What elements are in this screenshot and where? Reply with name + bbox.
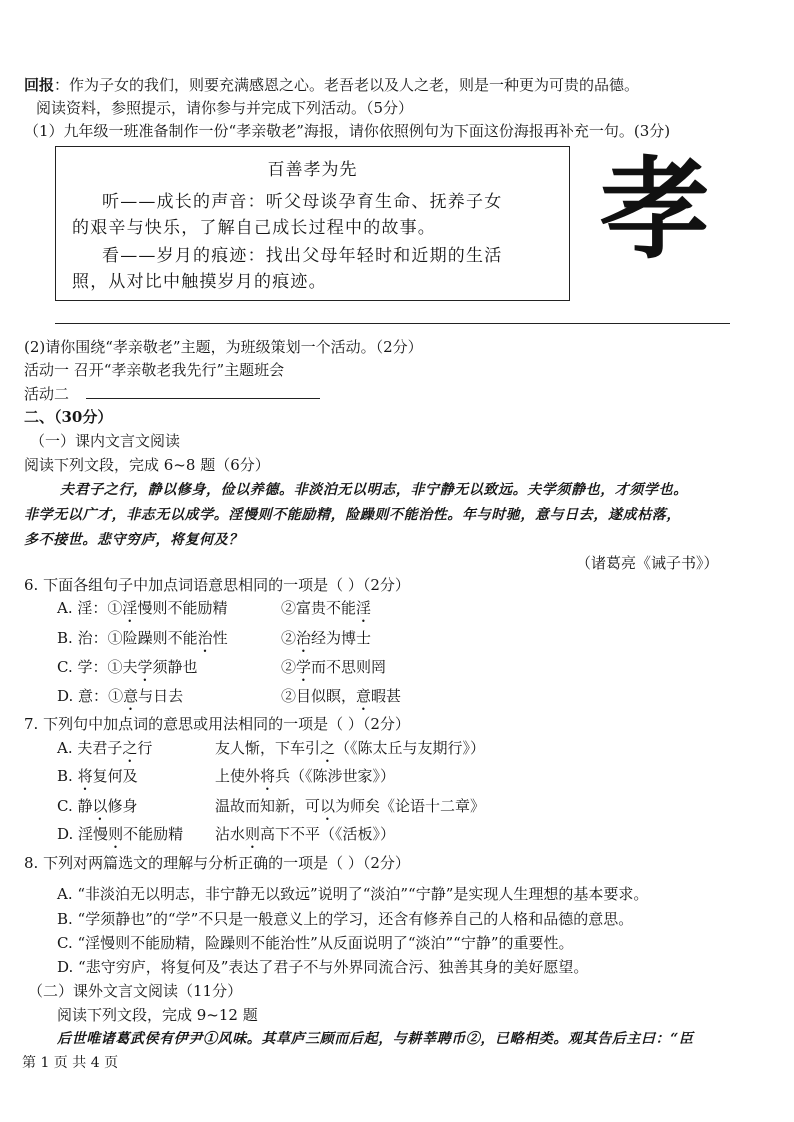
option-text bbox=[215, 823, 395, 852]
option-text: 则 bbox=[108, 825, 124, 843]
option-text: ②富贵不能 bbox=[281, 599, 357, 617]
poster-big-character: 孝 bbox=[600, 146, 710, 274]
activity-1: 活动一 召开“孝亲敬老我先行”主题班会 bbox=[24, 361, 285, 379]
option-text: 慢则不能励精 bbox=[137, 599, 228, 617]
page-footer: 第 1 页 共 4 页 bbox=[22, 1055, 119, 1071]
option-text bbox=[281, 656, 386, 685]
intro-line-1 bbox=[24, 74, 639, 95]
option-text: 夫君子 bbox=[77, 739, 123, 757]
option-text: 以 bbox=[320, 797, 336, 815]
poster-line: 的艰辛与快乐，了解自己成长过程中的故事。 bbox=[72, 218, 436, 238]
option-text: 友人惭，下车引 bbox=[215, 739, 321, 757]
activity-2-label: 活动二 bbox=[24, 385, 70, 403]
option-text: 淫： bbox=[77, 599, 108, 617]
option-text: 之 bbox=[320, 739, 336, 757]
option-text: ①险躁则不能 bbox=[107, 629, 198, 647]
poster-title: 百善孝为先 bbox=[267, 160, 358, 180]
option-text: 学 bbox=[296, 658, 312, 676]
option-text: ② bbox=[281, 658, 297, 676]
poster-line: 看——岁月的痕迹：找出父母年轻时和近期的生活 bbox=[102, 246, 503, 266]
option-text: D. bbox=[57, 687, 74, 705]
option-text: B. bbox=[57, 629, 73, 647]
option-text: ① bbox=[107, 599, 123, 617]
option-text: 复何及 bbox=[92, 767, 138, 785]
passage-line: 夫君子之行，静以修身，俭以养德。非淡泊无以明志，非宁静无以致远。夫学须静也，才须学也。 bbox=[60, 482, 688, 498]
option-text: 以 bbox=[92, 797, 108, 815]
option-text: 淫 bbox=[356, 599, 372, 617]
option-text: C. bbox=[57, 797, 73, 815]
subsection-heading: （一）课内文言文阅读 bbox=[30, 432, 181, 450]
option-text: 而不思则罔 bbox=[311, 658, 387, 676]
q7-option-d[interactable] bbox=[57, 823, 396, 852]
poster-line: 照，从对比中触摸岁月的痕迹。 bbox=[72, 272, 327, 292]
activity-2-blank[interactable] bbox=[86, 398, 320, 399]
option-text: 行 bbox=[137, 739, 153, 757]
q8-option-a[interactable]: A. “非淡泊无以明志，非宁静无以致远”说明了“淡泊”“宁静”是实现人生理想的基本要求。 bbox=[57, 885, 649, 903]
question-6-stem: 6. 下面各组句子中加点词语意思相同的一项是（ ）（2分） bbox=[24, 576, 410, 594]
option-text bbox=[215, 737, 485, 766]
option-text: 之 bbox=[122, 739, 138, 757]
option-text: 将 bbox=[260, 767, 276, 785]
answer-line bbox=[55, 323, 730, 324]
reading-instruction: 阅读下列文段，完成 9~12 题 bbox=[57, 1006, 258, 1024]
option-text bbox=[215, 795, 485, 824]
option-text: 淫慢 bbox=[78, 825, 109, 843]
option-text: 治 bbox=[296, 629, 312, 647]
option-text: 淫 bbox=[122, 599, 138, 617]
q6-option-b[interactable] bbox=[57, 627, 372, 656]
question-2-stem: (2)请你围绕“孝亲敬老”主题，为班级策划一个活动。（2分） bbox=[24, 338, 423, 356]
option-text: 性 bbox=[212, 629, 228, 647]
option-text: B. bbox=[57, 767, 73, 785]
option-text: 沾水 bbox=[215, 825, 246, 843]
q7-option-a[interactable] bbox=[57, 737, 486, 766]
option-text: 不能励精 bbox=[123, 825, 184, 843]
option-text: 治 bbox=[197, 629, 213, 647]
option-text: D. bbox=[57, 825, 74, 843]
option-text: 为师矣《论语十二章》 bbox=[335, 797, 486, 815]
option-text: 温故而知新，可 bbox=[215, 797, 321, 815]
poster-line: 听——成长的声音：听父母谈孕育生命、抚养子女 bbox=[102, 192, 503, 212]
option-text: 意： bbox=[78, 687, 109, 705]
q7-option-b[interactable] bbox=[57, 765, 396, 794]
option-text: 上使外 bbox=[215, 767, 261, 785]
passage-source: （诸葛亮《诫子书》） bbox=[576, 554, 719, 572]
option-text: 须静也 bbox=[152, 658, 198, 676]
intro-line-2: 阅读资料，参照提示，请你参与并完成下列活动。（5分） bbox=[36, 99, 414, 117]
option-text: ①夫 bbox=[107, 658, 138, 676]
option-text: ②目似瞑， bbox=[281, 687, 357, 705]
passage-line: 非学无以广才，非志无以成学。淫慢则不能励精，险躁则不能治性。年与时驰，意与日去，遂成枯落， bbox=[24, 507, 681, 523]
q6-option-c[interactable] bbox=[57, 656, 387, 685]
q7-option-c[interactable] bbox=[57, 795, 486, 824]
question-8-stem: 8. 下列对两篇选文的理解与分析正确的一项是（ ）（2分） bbox=[24, 854, 410, 872]
q8-option-d[interactable]: D. “悲守穷庐，将复何及”表达了君子不与外界同流合污、独善其身的美好愿望。 bbox=[57, 958, 589, 976]
q6-option-a[interactable] bbox=[57, 597, 372, 626]
option-text: 与日去 bbox=[138, 687, 184, 705]
q8-option-b[interactable]: B. “学须静也”的“学”不只是一般意义上的学习，还含有修养自己的人格和品德的意思。 bbox=[57, 910, 634, 928]
passage-line: 多不接世。悲守穷庐，将复何及？ bbox=[24, 532, 243, 548]
option-text bbox=[215, 765, 395, 794]
option-text: 暇甚 bbox=[371, 687, 402, 705]
option-text: 修身 bbox=[107, 797, 138, 815]
option-text: 则 bbox=[245, 825, 261, 843]
poster-box bbox=[55, 146, 570, 301]
option-text: A. bbox=[57, 739, 73, 757]
question-1-stem: （1）九年级一班准备制作一份“孝亲敬老”海报，请你依照例句为下面这份海报再补充一句。(3分) bbox=[24, 122, 671, 140]
option-text: 意 bbox=[123, 687, 139, 705]
intro-label: 回报 bbox=[24, 76, 55, 94]
option-text: 兵（《陈涉世家》） bbox=[275, 767, 396, 785]
option-text: （《陈太丘与友期行》） bbox=[335, 739, 486, 757]
option-text: ① bbox=[108, 687, 124, 705]
option-text: 意 bbox=[356, 687, 372, 705]
section-heading: 二、（30分） bbox=[24, 408, 113, 426]
option-text bbox=[281, 627, 371, 656]
reading-instruction: 阅读下列文段，完成 6~8 题（6分） bbox=[24, 456, 270, 474]
option-text: 高下不平（《活板》） bbox=[260, 825, 396, 843]
option-text: A. bbox=[57, 599, 73, 617]
option-text: ② bbox=[281, 629, 297, 647]
q6-option-d[interactable] bbox=[57, 685, 402, 714]
q8-option-c[interactable]: C. “淫慢则不能励精，险躁则不能治性”从反面说明了“淡泊”“宁静”的重要性。 bbox=[57, 934, 574, 952]
option-text: C. bbox=[57, 658, 73, 676]
intro-line-1-text: ：作为子女的我们，则要充满感恩之心。老吾老以及人之老，则是一种更为可贵的品德。 bbox=[54, 76, 640, 94]
option-text bbox=[281, 685, 401, 714]
passage-line: 后世唯诸葛武侯有伊尹①风味。其草庐三顾而后起，与耕莘聘币②，已略相类。观其告后主曰：“臣 bbox=[57, 1031, 694, 1047]
option-text: 静 bbox=[77, 797, 93, 815]
option-text: 学： bbox=[77, 658, 108, 676]
option-text: 将 bbox=[77, 767, 93, 785]
option-text: 经为博士 bbox=[311, 629, 372, 647]
subsection-heading: （二）课外文言文阅读（11分） bbox=[28, 982, 243, 1000]
option-text: 治： bbox=[77, 629, 108, 647]
question-7-stem: 7. 下列句中加点词的意思或用法相同的一项是（ ）（2分） bbox=[24, 715, 410, 733]
option-text: 学 bbox=[137, 658, 153, 676]
option-text bbox=[281, 597, 371, 626]
